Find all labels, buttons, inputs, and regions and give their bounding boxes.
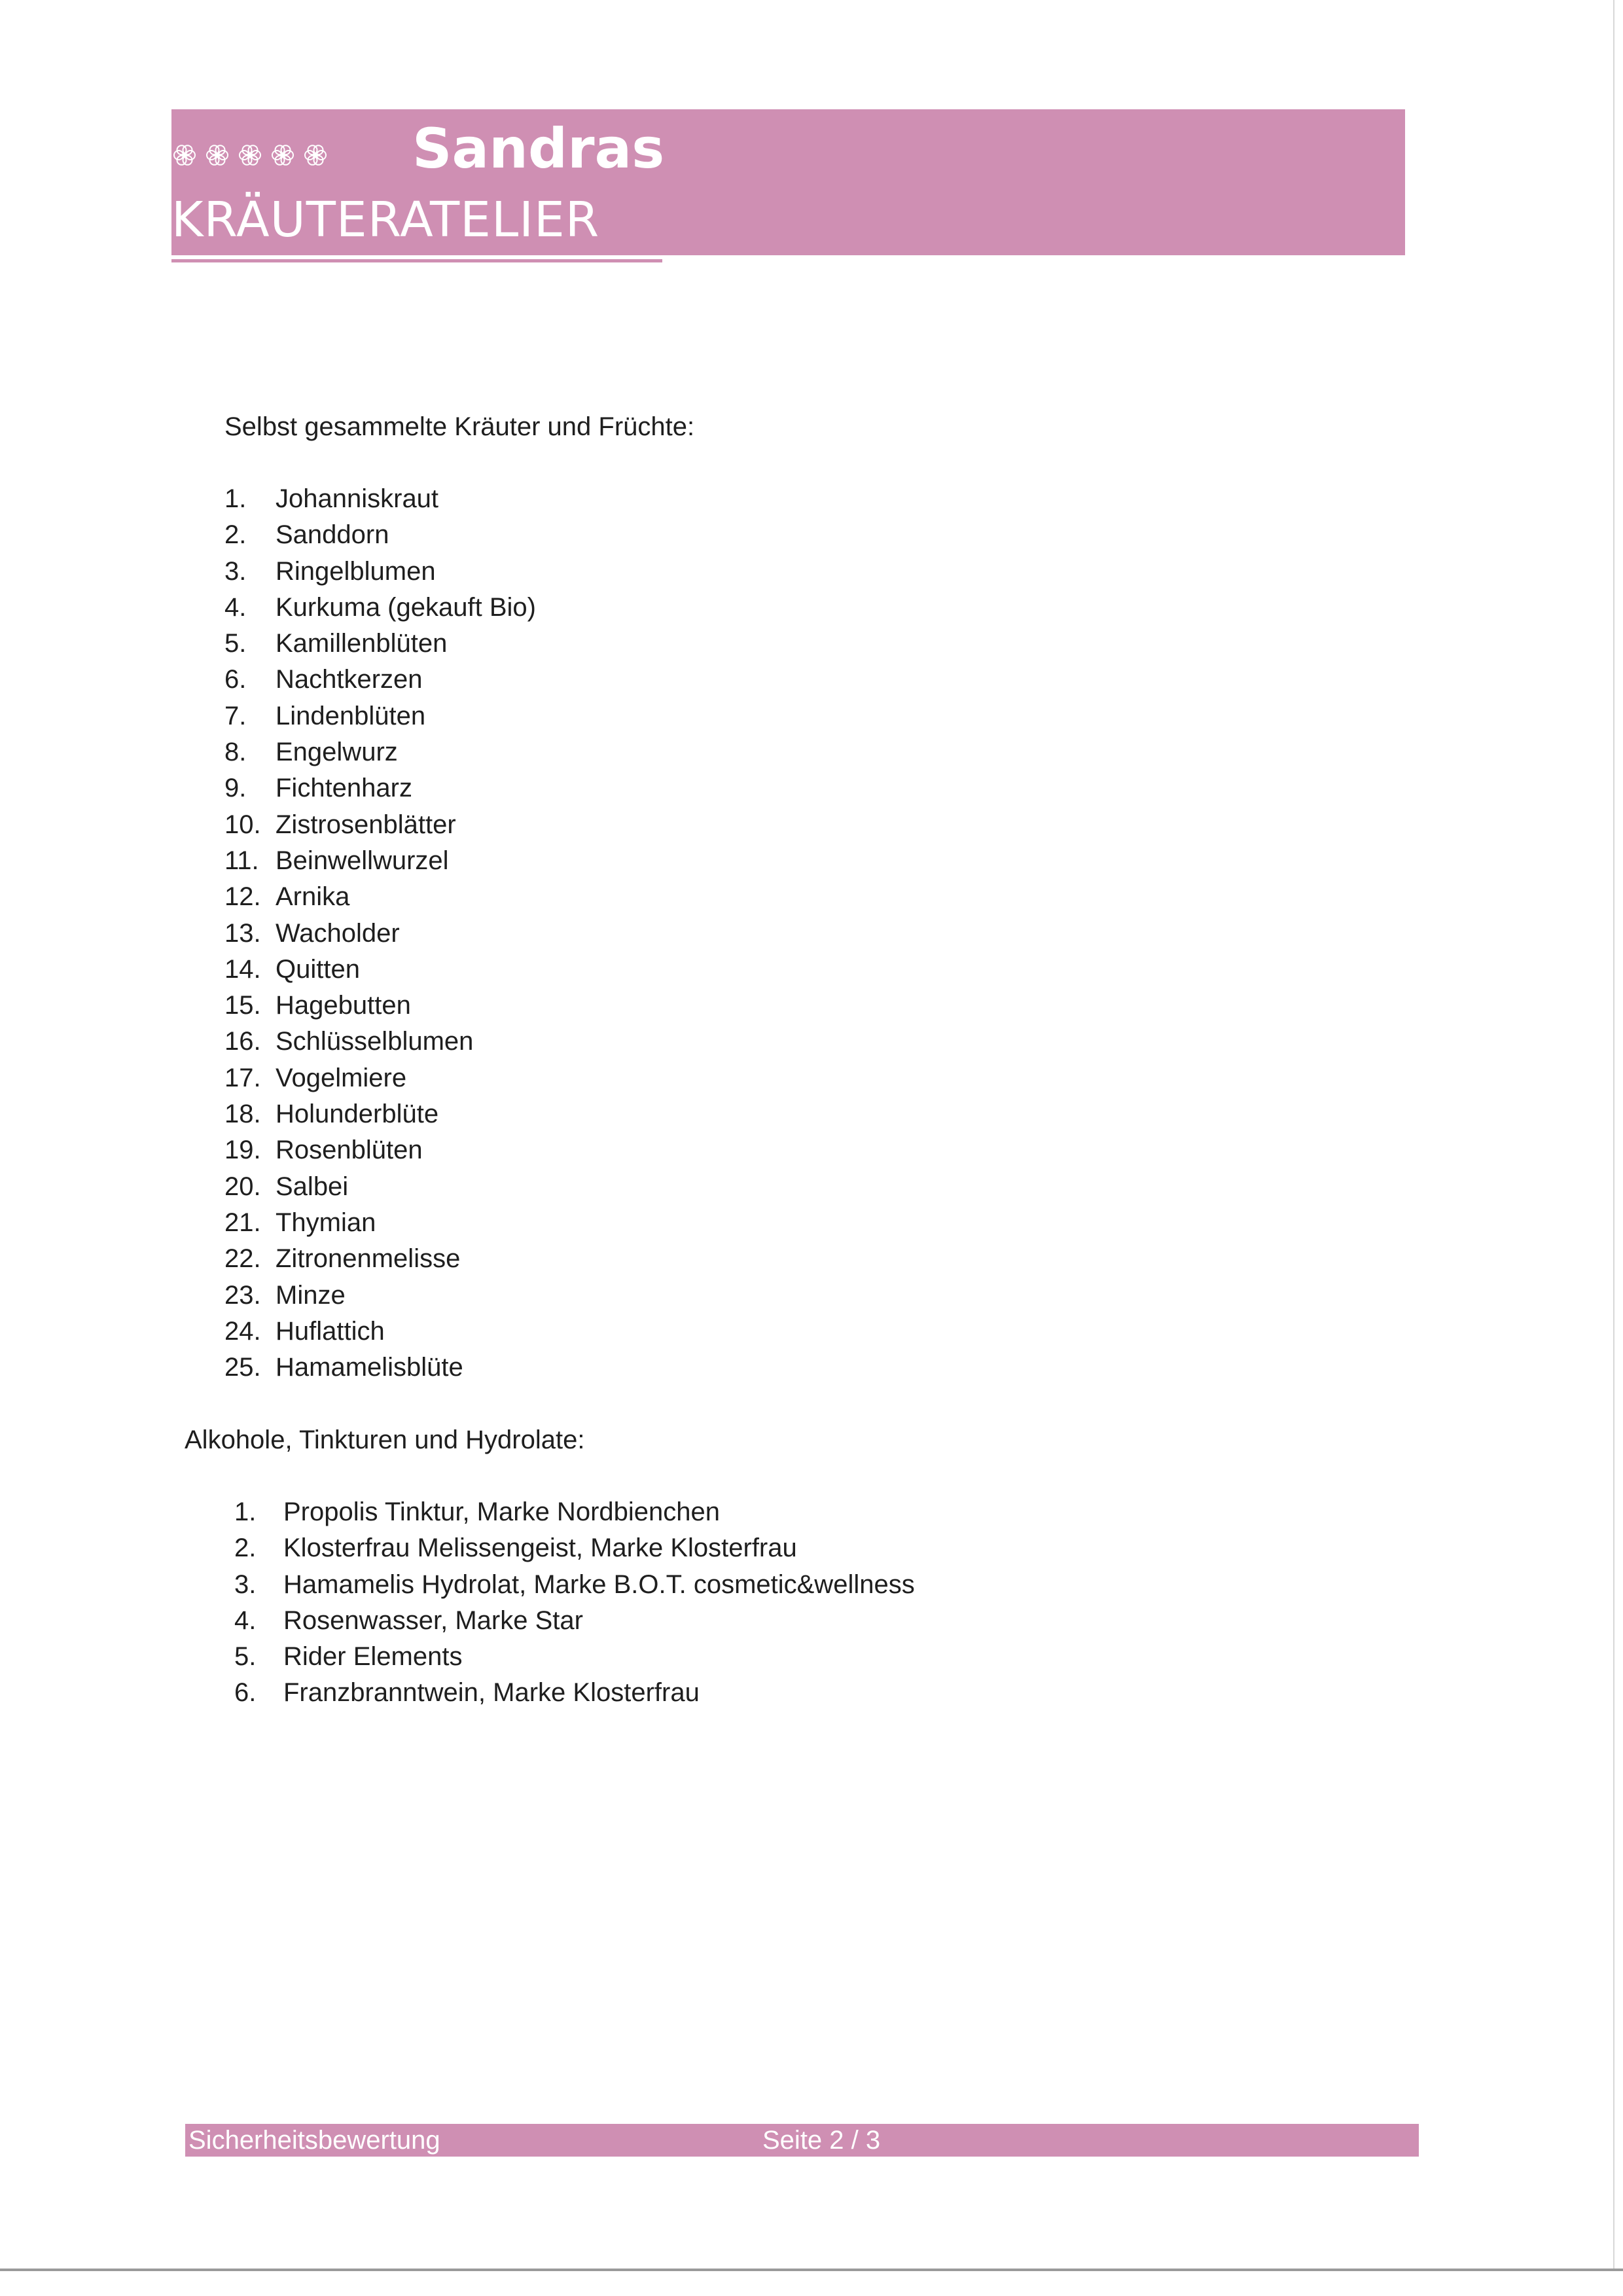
list-item-text: Sanddorn (276, 520, 389, 550)
list-item (224, 879, 1010, 915)
list-item-number: 1. (234, 1498, 257, 1526)
list-item-number: 3. (224, 556, 247, 586)
list-item-text: Salbei (276, 1172, 349, 1201)
list-item (224, 1241, 1010, 1277)
list-item (224, 554, 1010, 590)
list-item (224, 1132, 1010, 1168)
list-item (234, 1603, 1216, 1639)
footer-page-number: Seite 2 / 3 (762, 2126, 881, 2155)
list-item (224, 698, 1010, 734)
list-item (224, 1278, 1010, 1314)
list-item (224, 734, 1010, 770)
list-item-text: Hamamelis Hydrolat, Marke B.O.T. cosmetic&wellness (283, 1570, 915, 1599)
list-item (224, 1096, 1010, 1132)
list-item (224, 807, 1010, 843)
flower-icon (240, 145, 260, 165)
list-item-text: Quitten (276, 954, 360, 984)
list-item-text: Rosenwasser, Marke Star (283, 1605, 583, 1635)
list-item-text: Kamillenblüten (276, 629, 448, 658)
list-item (234, 1675, 1216, 1711)
list-item-text: Fichtenharz (276, 774, 412, 803)
herbs-list (224, 481, 1010, 1386)
list-item-number: 20. (224, 1172, 261, 1201)
list-item-text: Vogelmiere (276, 1063, 407, 1092)
list-item-text: Huflattich (276, 1316, 385, 1346)
list-item-text: Hagebutten (276, 991, 411, 1020)
list-item (224, 952, 1010, 988)
list-item-text: Schlüsselblumen (276, 1027, 474, 1056)
list-item-text: Beinwellwurzel (276, 846, 449, 875)
list-item-text: Wacholder (276, 918, 400, 948)
list-item-text: Arnika (276, 882, 350, 912)
list-item-text: Franzbranntwein, Marke Klosterfrau (283, 1678, 700, 1708)
list-item (224, 988, 1010, 1024)
page-edge-bottom (0, 2269, 1623, 2271)
list-item (224, 1350, 1010, 1386)
list-item-text: Klosterfrau Melissengeist, Marke Klosterfrau (283, 1534, 797, 1563)
list-item (224, 1205, 1010, 1241)
list-item-number: 1. (224, 484, 247, 513)
list-item-number: 6. (234, 1678, 257, 1708)
brand-underline (171, 259, 662, 262)
list-item-text: Engelwurz (276, 738, 398, 767)
flower-icon (207, 145, 228, 165)
list-item-number: 9. (224, 774, 247, 803)
list-item-number: 2. (224, 520, 247, 550)
list-item (224, 1060, 1010, 1096)
list-item-number: 6. (224, 665, 247, 694)
list-item-text: Rosenblüten (276, 1136, 423, 1165)
page-edge (1613, 0, 1614, 2271)
flower-icon (272, 145, 293, 165)
list-item-text: Holunderblüte (276, 1100, 439, 1129)
list-item-number: 13. (224, 918, 261, 948)
list-item-number: 11. (224, 846, 259, 875)
list-item (224, 1314, 1010, 1350)
list-item-text: Nachtkerzen (276, 665, 423, 694)
list-item-number: 4. (224, 592, 247, 622)
list-item-number: 5. (224, 629, 247, 658)
list-item-number: 7. (224, 701, 247, 730)
list-item-number: 15. (224, 991, 261, 1020)
list-item (234, 1494, 1216, 1530)
list-item (224, 626, 1010, 662)
list-item (224, 770, 1010, 806)
list-item-number: 8. (224, 738, 247, 767)
list-item-text: Minze (276, 1280, 346, 1310)
list-item-number: 5. (234, 1642, 257, 1672)
brand-subtitle: KRÄUTERATELIER (171, 192, 600, 248)
list-item (234, 1639, 1216, 1675)
list-item-text: Johanniskraut (276, 484, 439, 513)
list-item (224, 916, 1010, 952)
flower-icon (174, 145, 195, 165)
list-item-number: 10. (224, 810, 261, 839)
list-item-number: 3. (234, 1570, 257, 1599)
list-item (224, 481, 1010, 517)
list-item-text: Thymian (276, 1208, 376, 1237)
flower-icon-row (171, 139, 342, 171)
list-item-text: Lindenblüten (276, 701, 426, 730)
section-heading-alcohols: Alkohole, Tinkturen und Hydrolate: (185, 1426, 585, 1454)
list-item-number: 18. (224, 1100, 261, 1129)
list-item-number: 25. (224, 1353, 261, 1382)
list-item-number: 4. (234, 1605, 257, 1635)
list-item-number: 2. (234, 1534, 257, 1563)
section-heading-herbs: Selbst gesammelte Kräuter und Früchte: (224, 412, 695, 441)
list-item-text: Zistrosenblätter (276, 810, 456, 839)
list-item-number: 22. (224, 1244, 261, 1274)
list-item-text: Rider Elements (283, 1642, 463, 1672)
list-item-number: 19. (224, 1136, 261, 1165)
list-item-number: 12. (224, 882, 261, 912)
list-item-text: Kurkuma (gekauft Bio) (276, 592, 536, 622)
flower-icon (305, 145, 326, 165)
list-item (224, 1024, 1010, 1060)
list-item-number: 17. (224, 1063, 261, 1092)
list-item (224, 1169, 1010, 1205)
list-item (234, 1530, 1216, 1566)
list-item (224, 843, 1010, 879)
list-item (224, 517, 1010, 553)
list-item-text: Propolis Tinktur, Marke Nordbienchen (283, 1498, 720, 1526)
list-item-number: 16. (224, 1027, 261, 1056)
list-item-number: 14. (224, 954, 261, 984)
list-item-number: 21. (224, 1208, 261, 1237)
brand-title: Sandras (412, 117, 665, 181)
list-item-text: Zitronenmelisse (276, 1244, 461, 1274)
list-item-text: Ringelblumen (276, 556, 436, 586)
list-item-number: 24. (224, 1316, 261, 1346)
footer-document-title: Sicherheitsbewertung (188, 2126, 440, 2155)
list-item (224, 590, 1010, 626)
list-item (234, 1567, 1216, 1603)
list-item-number: 23. (224, 1280, 261, 1310)
list-item-text: Hamamelisblüte (276, 1353, 463, 1382)
list-item (224, 662, 1010, 698)
alcohols-list (234, 1494, 1216, 1712)
